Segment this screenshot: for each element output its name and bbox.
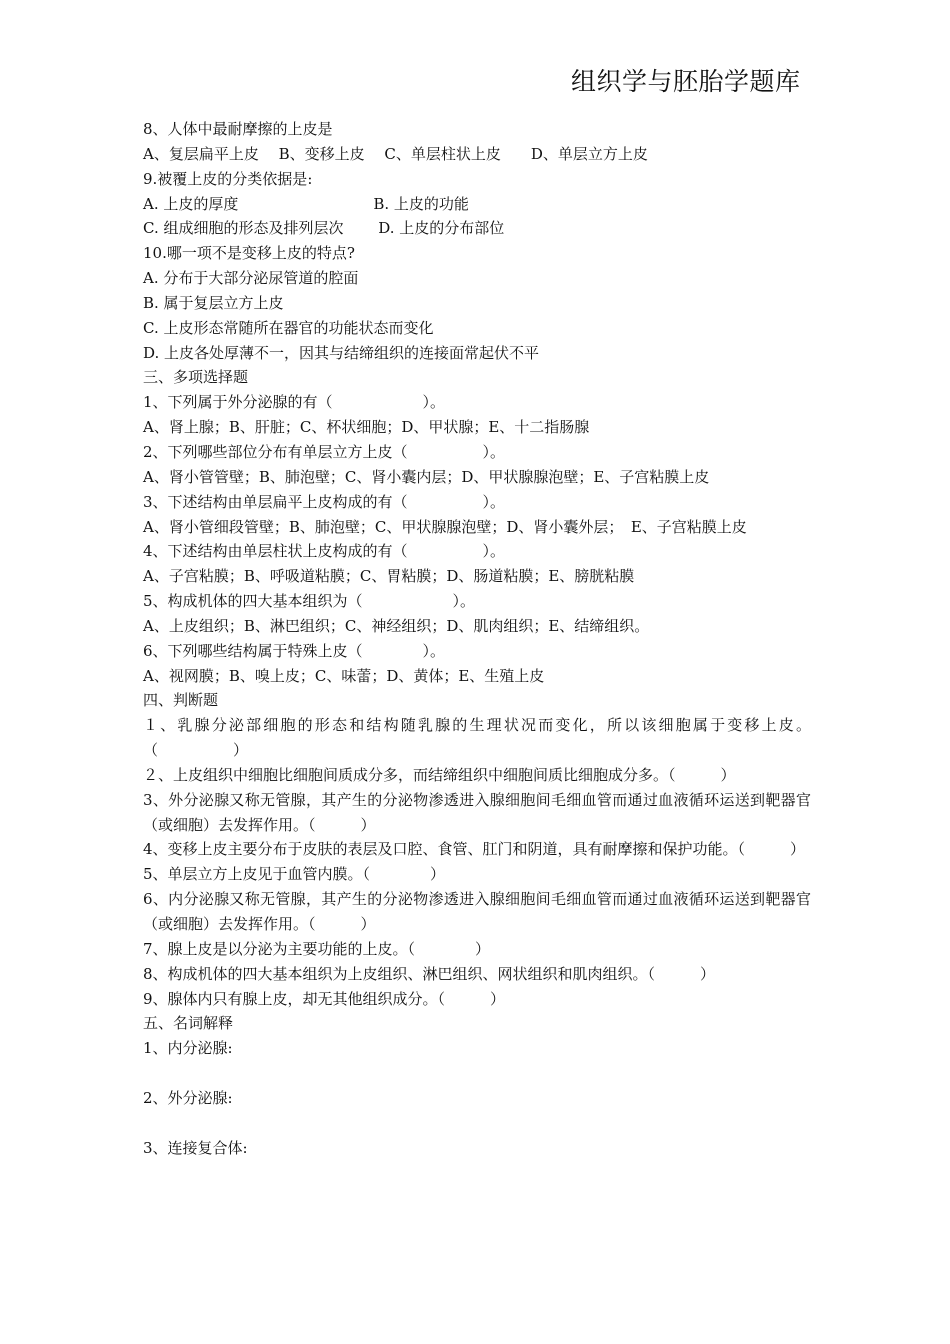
document-line: A、肾小管细段管壁；B、肺泡壁；C、甲状腺腺泡壁；D、肾小囊外层； E、子宫粘膜上皮: [143, 517, 747, 536]
document-line: 8、人体中最耐摩擦的上皮是: [143, 120, 333, 138]
document-line: A、子宫粘膜；B、呼吸道粘膜；C、胃粘膜；D、肠道粘膜；E、膀胱粘膜: [143, 567, 635, 586]
document-line: 4、下述结构由单层柱状上皮构成的有（ ）。: [143, 542, 506, 561]
document-line: 9.被覆上皮的分类依据是:: [143, 169, 313, 188]
document-line: １、乳腺分泌部细胞的形态和结构随乳腺的生理状况而变化，所以该细胞属于变移上皮。（ ）: [143, 716, 811, 760]
document-line: 三、多项选择题: [143, 368, 249, 387]
document-line: A、肾上腺；B、肝脏；C、杯状细胞；D、甲状腺；E、十二指肠腺: [143, 418, 590, 437]
document-line: 6、内分泌腺又称无管腺，其产生的分泌物渗透进入腺细胞间毛细血管而通过血液循环运送到靶器官（或细胞）去发挥作用。（ ）: [143, 890, 811, 933]
document-line: 1、内分泌腺:: [143, 1039, 233, 1058]
document-line: 1、下列属于外分泌腺的有（ ）。: [143, 393, 446, 412]
page-header-title: 组织学与胚胎学题库: [571, 67, 801, 96]
document-line: 6、下列哪些结构属于特殊上皮（ ）。: [143, 641, 446, 660]
document-line: 3、外分泌腺又称无管腺，其产生的分泌物渗透进入腺细胞间毛细血管而通过血液循环运送到靶器官（或细胞）去发挥作用。（ ）: [143, 790, 811, 834]
document-line: A、上皮组织；B、淋巴组织；C、神经组织；D、肌肉组织；E、结缔组织。: [143, 616, 650, 635]
document-line: B. 属于复层立方上皮: [143, 293, 284, 312]
document-line: A、肾小管管壁；B、肺泡壁；C、肾小囊内层；D、甲状腺腺泡壁；E、子宫粘膜上皮: [143, 467, 710, 486]
document-line: 四、判断题: [143, 691, 219, 710]
document-line: 5、构成机体的四大基本组织为（ ）。: [143, 592, 476, 611]
document-line: ２、上皮组织中细胞比细胞间质成分多，而结缔组织中细胞间质比细胞成分多。（ ）: [143, 765, 736, 784]
document-line: 2、外分泌腺:: [143, 1088, 233, 1107]
blank-answer-space: [143, 1061, 811, 1086]
document-line: 五、名词解释: [143, 1014, 234, 1033]
document-line: D. 上皮各处厚薄不一，因其与结缔组织的连接面常起伏不平: [143, 343, 540, 362]
document-line: A、复层扁平上皮 B、变移上皮 C、单层柱状上皮 D、单层立方上皮: [143, 144, 648, 163]
document-line: A. 分布于大部分泌尿管道的腔面: [143, 269, 359, 288]
document-line: C. 组成细胞的形态及排列层次 D. 上皮的分布部位: [143, 219, 505, 238]
blank-answer-space: [143, 1111, 811, 1136]
document-line: A、视网膜；B、嗅上皮；C、味蕾；D、黄体；E、生殖上皮: [143, 666, 545, 685]
document-line: C. 上皮形态常随所在器官的功能状态而变化: [143, 318, 434, 337]
document-line: A. 上皮的厚度 B. 上皮的功能: [143, 194, 469, 213]
document-line: 3、下述结构由单层扁平上皮构成的有（ ）。: [143, 492, 506, 511]
document-line: 10.哪一项不是变移上皮的特点?: [143, 244, 355, 263]
document-line: 9、腺体内只有腺上皮，却无其他组织成分。（ ）: [143, 989, 506, 1008]
document-line: 7、腺上皮是以分泌为主要功能的上皮。（ ）: [143, 939, 491, 958]
document-line: 3、连接复合体:: [143, 1138, 248, 1157]
document-line: 2、下列哪些部位分布有单层立方上皮（ ）。: [143, 442, 506, 461]
document-line: 5、单层立方上皮见于血管内膜。（ ）: [143, 865, 446, 884]
document-body: [143, 117, 811, 1160]
document-line: 4、变移上皮主要分布于皮肤的表层及口腔、食管、肛门和阴道，具有耐摩擦和保护功能。（ ）: [143, 840, 806, 859]
document-line: 8、构成机体的四大基本组织为上皮组织、淋巴组织、网状组织和肌肉组织。（ ）: [143, 964, 716, 983]
